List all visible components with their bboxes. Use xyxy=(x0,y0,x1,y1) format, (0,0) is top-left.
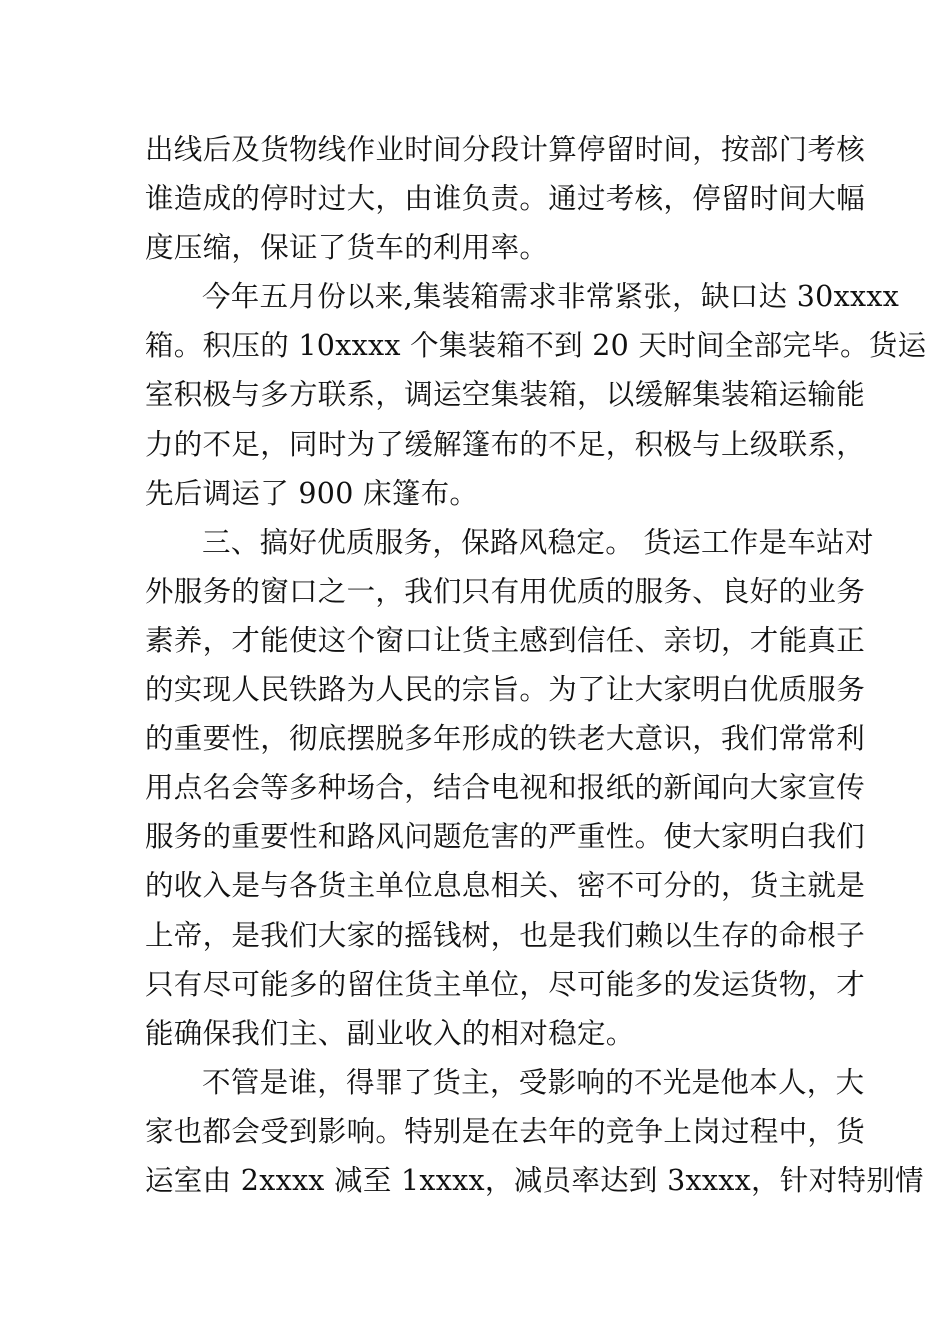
text-line: 的重要性，彻底摆脱多年形成的铁老大意识，我们常常利 xyxy=(145,722,866,756)
text-line: 外服务的窗口之一，我们只有用优质的服务、良好的业务 xyxy=(145,574,866,608)
text-line: 先后调运了 900 床篷布。 xyxy=(145,476,479,510)
text-line: 能确保我们主、副业收入的相对稳定。 xyxy=(145,1016,635,1050)
text-line: 的收入是与各货主单位息息相关、密不可分的，货主就是 xyxy=(145,869,866,903)
text-line: 度压缩，保证了货车的利用率。 xyxy=(145,231,549,265)
text-line: 上帝，是我们大家的摇钱树，也是我们赖以生存的命根子 xyxy=(145,918,866,952)
text-line: 素养，才能使这个窗口让货主感到信任、亲切，才能真正 xyxy=(145,623,866,657)
text-line: 力的不足，同时为了缓解篷布的不足，积极与上级联系， xyxy=(145,427,866,461)
text-line: 运室由 2xxxx 减至 1xxxx，减员率达到 3xxxx，针对特别情 xyxy=(145,1163,924,1197)
paragraph-first-line: 今年五月份以来,集装箱需求非常紧张，缺口达 30xxxx xyxy=(202,280,900,314)
text-line: 室积极与多方联系，调运空集装箱，以缓解集装箱运输能 xyxy=(145,378,866,412)
text-line: 的实现人民铁路为人民的宗旨。为了让大家明白优质服务 xyxy=(145,673,866,707)
text-line: 出线后及货物线作业时间分段计算停留时间，按部门考核 xyxy=(145,133,866,166)
paragraph-first-line: 不管是谁，得罪了货主，受影响的不光是他本人，大 xyxy=(202,1065,865,1099)
paragraph-first-line: 三、搞好优质服务，保路风稳定。 货运工作是车站对 xyxy=(202,525,874,559)
text-line: 箱。积压的 10xxxx 个集装箱不到 20 天时间全部完毕。货运 xyxy=(145,329,927,363)
text-line: 家也都会受到影响。特别是在去年的竞争上岗过程中，货 xyxy=(145,1114,866,1148)
text-line: 服务的重要性和路风问题危害的严重性。使大家明白我们 xyxy=(145,820,866,854)
text-line: 只有尽可能多的留住货主单位，尽可能多的发运货物，才 xyxy=(145,967,866,1001)
document-body xyxy=(145,125,927,1205)
text-line: 谁造成的停时过大，由谁负责。通过考核，停留时间大幅 xyxy=(145,182,866,216)
text-line: 用点名会等多种场合，结合电视和报纸的新闻向大家宣传 xyxy=(145,771,866,805)
